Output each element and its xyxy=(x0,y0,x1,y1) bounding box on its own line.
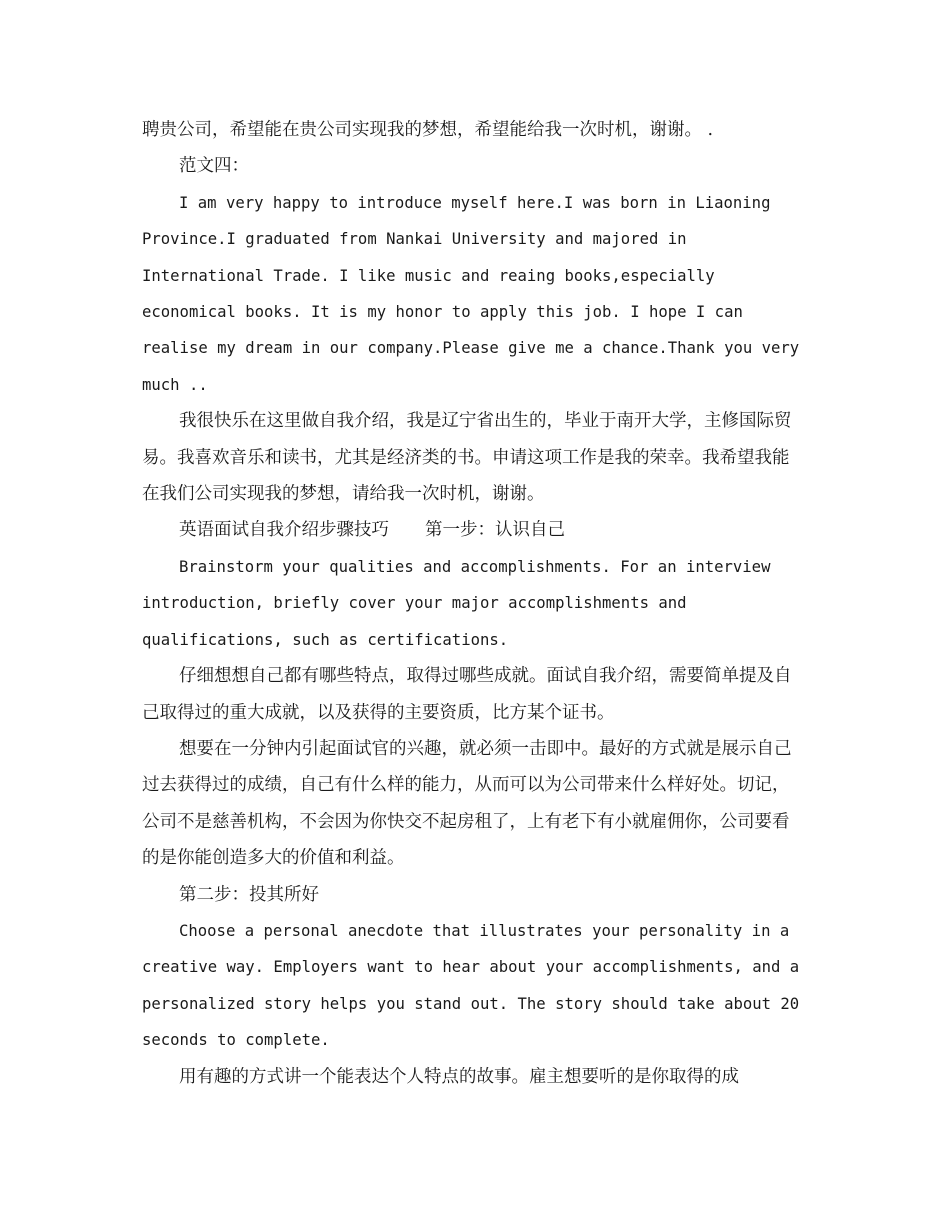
english-sample-paragraph: I am very happy to introduce myself here.I was born in Liaoning Province.I graduated from Nankai University and majored in International Trade. I like music and reaing books,especially economical books. It is my honor to apply this job. I hope I can realise my dream in our company.Please give me a chance.Thank you very much .. xyxy=(142,193,800,394)
section-heading-steps xyxy=(142,512,802,548)
paragraph-continuation: 聘贵公司，希望能在贵公司实现我的梦想，希望能给我一次时机，谢谢。 . xyxy=(142,120,714,140)
step-two-chinese: 用有趣的方式讲一个能表达个人特点的故事。雇主想要听的是你取得的成 xyxy=(179,1066,739,1087)
steps-title: 英语面试自我介绍步骤技巧 xyxy=(179,520,389,541)
step-two-english: Choose a personal anecdote that illustrates your personality in a creative way. Employers want to hear about your accomplishments, and a personalized story helps you stand out. The story should take about 20 seconds to complete. xyxy=(142,921,800,1050)
step-two-title: 第二步：投其所好 xyxy=(179,884,319,905)
sample-heading-4: 范文四： xyxy=(179,156,249,177)
step-one-english: Brainstorm your qualities and accomplishments. For an interview introduction, briefly cover your major accomplishments and qualifications, such as certifications. xyxy=(142,557,771,649)
step-one-explanation: 想要在一分钟内引起面试官的兴趣，就必须一击即中。最好的方式就是展示自己过去获得过的成绩，自己有什么样的能力，从而可以为公司带来什么样好处。切记，公司不是慈善机构，不会因为你快交不起房租了，上有老下有小就雇佣你，公司要看的是你能创造多大的价值和利益。 xyxy=(142,738,792,869)
step-one-title: 第一步：认识自己 xyxy=(425,520,565,541)
chinese-sample-paragraph: 我很快乐在这里做自我介绍，我是辽宁省出生的，毕业于南开大学，主修国际贸易。我喜欢音乐和读书，尤其是经济类的书。申请这项工作是我的荣幸。我希望我能在我们公司实现我的梦想，请给我一次时机，谢谢。 xyxy=(142,411,792,505)
document-body xyxy=(142,112,802,1095)
step-one-chinese: 仔细想想自己都有哪些特点，取得过哪些成就。面试自我介绍，需要简单提及自己取得过的重大成就，以及获得的主要资质，比方某个证书。 xyxy=(142,666,792,723)
